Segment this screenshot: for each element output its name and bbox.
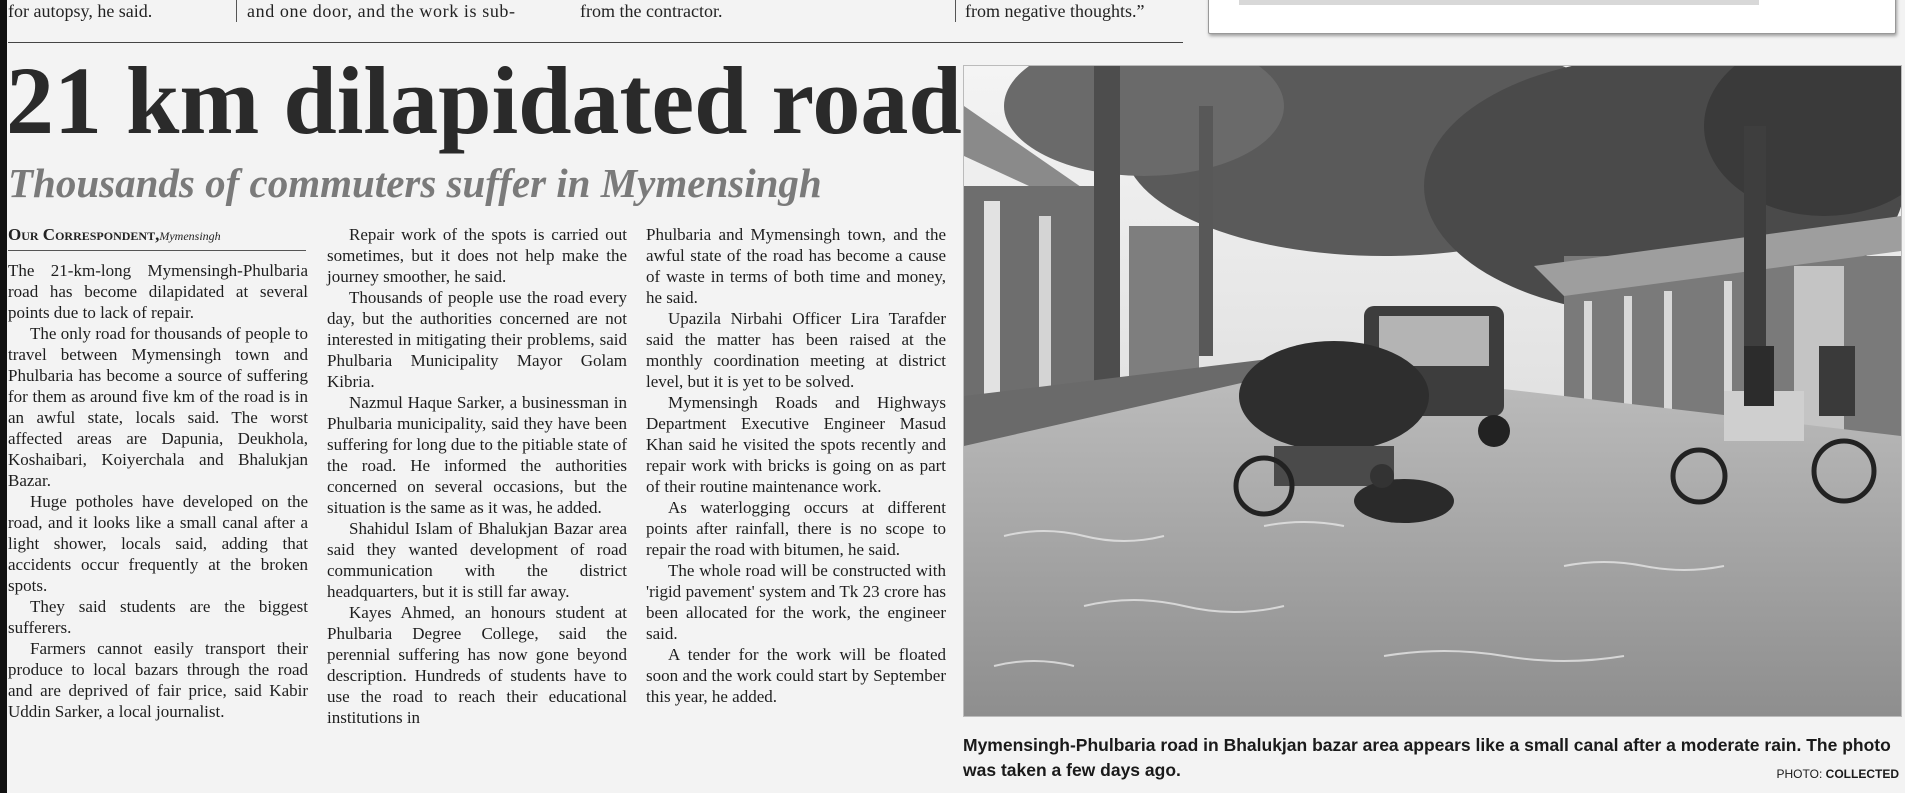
article-column-3 [646, 224, 946, 707]
headline: 21 km dilapidated road [6, 47, 962, 154]
previous-article-col2: and one door, and the work is sub- [247, 1, 516, 21]
previous-article-col1: for autopsy, he said. [8, 1, 153, 21]
paragraph: Kayes Ahmed, an honours student at Phulbaria Degree College, said the perennial suffering has now gone beyond description. Hundreds of students have to use the road to reach their educational institutions in [327, 603, 627, 727]
article-column-1 [8, 260, 308, 722]
byline [8, 224, 306, 247]
paragraph: Shahidul Islam of Bhalukjan Bazar area said they wanted development of road communication with the district headquarters, but it is still far away. [327, 519, 627, 601]
byline-rule [8, 250, 306, 251]
paragraph: The whole road will be constructed with 'rigid pavement' system and Tk 23 crore has been allocated for the work, the engineer said. [646, 561, 946, 643]
paragraph: Farmers cannot easily transport their produce to local bazars through the road and are deprived of fair price, said Kabir Uddin Sarker, a local journalist. [8, 639, 308, 721]
column-separator [236, 0, 237, 22]
photo-caption: Mymensingh-Phulbaria road in Bhalukjan bazar area appears like a small canal after a moderate rain. The photo was taken a few days ago. [963, 735, 1891, 780]
paragraph: Phulbaria and Mymensingh town, and the awful state of the road has become a cause of waste in terms of both time and money, he said. [646, 225, 946, 307]
subheadline: Thousands of commuters suffer in Mymensingh [8, 160, 822, 206]
byline-name: Our Correspondent, [8, 225, 160, 244]
byline-place: Mymensingh [159, 229, 221, 243]
section-rule [8, 42, 1183, 43]
paragraph: Mymensingh Roads and Highways Department Executive Engineer Masud Khan said he visited the spots recently and repair work with bricks is going on as part of their routine maintenance work. [646, 393, 946, 496]
previous-article-col3: from the contractor. [580, 1, 723, 21]
paragraph: Repair work of the spots is carried out sometimes, but it does not help make the journey smoother, he said. [327, 225, 627, 286]
column-separator [955, 0, 956, 22]
flooded-road-illustration [964, 66, 1901, 716]
paragraph: Upazila Nirbahi Officer Lira Tarafder said the matter has been raised at the monthly coordination meeting at district level, but it is yet to be solved. [646, 309, 946, 391]
paragraph: Thousands of people use the road every day, but the authorities concerned are not interested in mitigating their problems, said Phulbaria Municipality Mayor Golam Kibria. [327, 288, 627, 391]
article-column-2 [327, 224, 627, 728]
paragraph: A tender for the work will be floated soon and the work could start by September this year, he added. [646, 645, 946, 706]
photo-credit-label: PHOTO: [1776, 767, 1823, 781]
previous-article-box [1208, 0, 1896, 34]
news-photo [963, 65, 1902, 717]
photo-credit [1777, 767, 1899, 781]
paragraph: The 21-km-long Mymensingh-Phulbaria road has become dilapidated at several points due to lack of repair. [8, 261, 308, 322]
photo-credit-source: COLLECTED [1825, 767, 1899, 781]
paragraph: They said students are the biggest sufferers. [8, 597, 308, 637]
paragraph: Huge potholes have developed on the road, and it looks like a small canal after a light shower, locals said, adding that accidents occur frequently at the broken spots. [8, 492, 308, 595]
paragraph: Nazmul Haque Sarker, a businessman in Phulbaria municipality, said they have been suffering for long due to the pitiable state of the road. He informed the authorities concerned on several occasions, but the situation is the same as it was, he added. [327, 393, 627, 517]
paragraph: As waterlogging occurs at different points after rainfall, there is no scope to repair the road with bitumen, he said. [646, 498, 946, 559]
previous-article-col4: from negative thoughts.” [965, 1, 1145, 21]
paragraph: The only road for thousands of people to travel between Mymensingh town and Phulbaria has become a source of suffering for them as around five km of the road is in an awful state, locals said. The worst affected areas are Dapunia, Deukhola, Koshaibari, Koiyerchala and Bhalukjan Bazar. [8, 324, 308, 490]
